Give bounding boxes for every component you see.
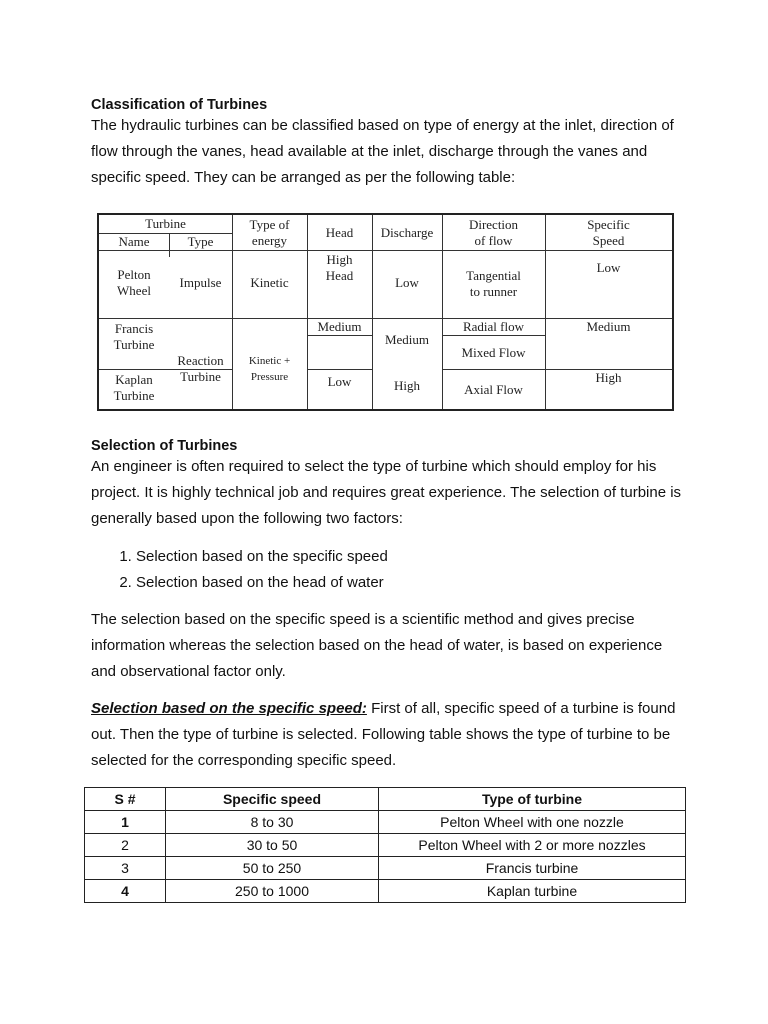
specific-speed-text: First of all, specific speed of a turbine is found out. Then the type of turbine is selected. Following table shows the type of turbine to be selected for the corresponding specific speed.	[91, 700, 676, 769]
row-sno: 4	[85, 880, 166, 903]
row-speed-range: 30 to 50	[166, 834, 379, 857]
row-speed-range: 250 to 1000	[166, 880, 379, 903]
selection-text: An engineer is often required to select the type of turbine which should employ for his project. It is highly technical job and requires great experience. The selection of turbine is generally based upon the following two factors:	[91, 458, 682, 527]
header-discharge: Discharge	[380, 225, 434, 240]
header-sno: S #	[85, 788, 166, 811]
specific-speed-label: Selection based on the specific speed:	[91, 700, 367, 717]
turbine-classification-table	[97, 213, 674, 411]
header-energy: Type of energy	[249, 217, 290, 248]
header-name: Name	[118, 234, 150, 249]
header-type: Type	[187, 234, 214, 249]
pelton-specific-speed: Low	[596, 260, 621, 275]
pelton-energy: Kinetic	[250, 275, 289, 290]
header-specific-speed-range: Specific speed	[166, 788, 379, 811]
table-row	[85, 811, 686, 834]
kaplan-specific-speed: High	[595, 370, 622, 385]
kaplan-head: Low	[327, 374, 352, 389]
pelton-type: Impulse	[179, 275, 222, 290]
header-turbine: Turbine	[145, 216, 186, 231]
comparison-text: The selection based on the specific speed is a scientific method and gives precise information whereas the selection based on the head of water, is based on experience and observational factor only.	[91, 611, 663, 680]
selection-heading: Selection of Turbines	[91, 438, 238, 454]
selection-factors-list	[91, 544, 696, 596]
pelton-direction: Tangential to runner	[466, 268, 521, 299]
table-row	[85, 857, 686, 880]
table-header-row	[85, 788, 686, 811]
francis-head: Medium	[317, 319, 362, 334]
row-speed-range: 8 to 30	[166, 811, 379, 834]
header-head: Head	[325, 225, 354, 240]
header-direction: Direction of flow	[468, 217, 519, 248]
kaplan-direction: Axial Flow	[464, 382, 523, 397]
classification-text: The hydraulic turbines can be classified based on type of energy at the inlet, direction of flow through the vanes, head available at the inlet, discharge through the vanes and specific speed. They can be arranged as per the following table:	[91, 117, 674, 186]
specific-speed-paragraph	[91, 696, 691, 774]
francis-specific-speed: Medium	[586, 319, 631, 334]
francis-discharge: Medium	[384, 332, 430, 347]
row-speed-range: 50 to 250	[166, 857, 379, 880]
pelton-head: High Head	[325, 252, 354, 283]
factor-item: 1. Selection based on the specific speed	[136, 544, 696, 570]
kaplan-discharge: High	[394, 378, 420, 393]
row-turbine-type: Kaplan turbine	[379, 880, 686, 903]
table-row	[85, 880, 686, 903]
row-turbine-type: Francis turbine	[379, 857, 686, 880]
francis-direction-mixed: Mixed Flow	[461, 345, 526, 360]
francis-direction-radial: Radial flow	[462, 319, 524, 334]
row-sno: 1	[85, 811, 166, 834]
row-turbine-type: Pelton Wheel with one nozzle	[379, 811, 686, 834]
reaction-energy: Kinetic + Pressure	[248, 355, 291, 383]
row-sno: 2	[85, 834, 166, 857]
specific-speed-table	[84, 787, 686, 903]
classification-heading: Classification of Turbines	[91, 97, 268, 113]
header-specific-speed: Specific Speed	[587, 217, 630, 248]
kaplan-name: Kaplan Turbine	[113, 372, 155, 403]
factor-item: 2. Selection based on the head of water	[136, 570, 696, 596]
row-turbine-type: Pelton Wheel with 2 or more nozzles	[379, 834, 686, 857]
row-sno: 3	[85, 857, 166, 880]
pelton-discharge: Low	[395, 275, 419, 290]
header-type-of-turbine: Type of turbine	[379, 788, 686, 811]
pelton-name: Pelton Wheel	[117, 267, 151, 298]
table-row	[85, 834, 686, 857]
reaction-type: Reaction Turbine	[177, 353, 224, 384]
francis-name: Francis Turbine	[113, 321, 155, 352]
